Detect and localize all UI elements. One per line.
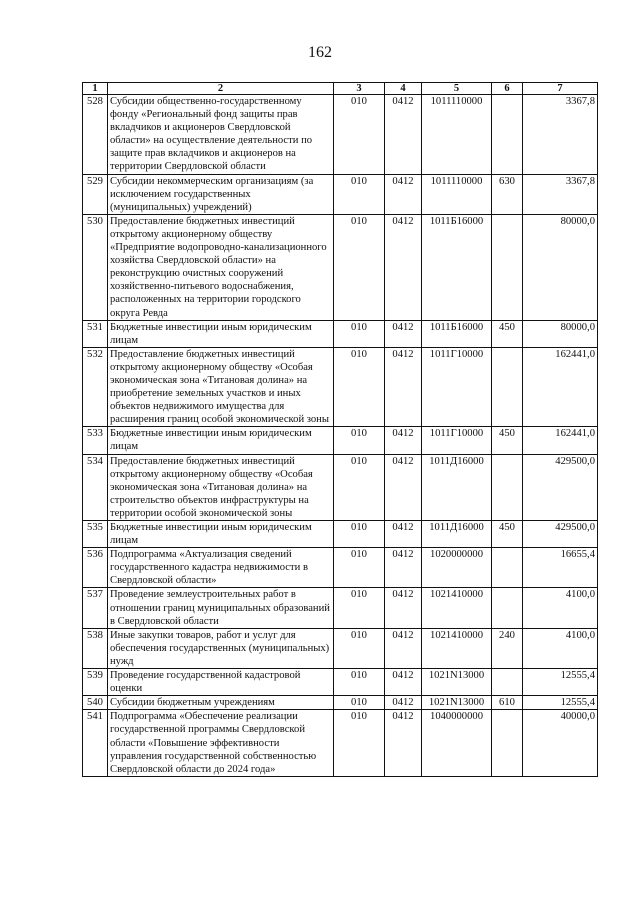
row-amount: 12555,4 (523, 696, 598, 710)
row-col-4: 0412 (385, 548, 422, 588)
row-col-5: 1040000000 (422, 710, 492, 776)
row-col-6 (492, 588, 523, 628)
row-amount: 162441,0 (523, 347, 598, 427)
row-col-3: 010 (334, 95, 385, 175)
table-row (83, 214, 598, 320)
table-header-row (83, 83, 598, 95)
row-col-6 (492, 347, 523, 427)
row-col-5: 1011Б16000 (422, 320, 492, 347)
row-name: Подпрограмма «Актуализация сведений государственного кадастра недвижимости в Свердловской области» (108, 548, 334, 588)
table-row (83, 588, 598, 628)
table-row (83, 95, 598, 175)
row-amount: 12555,4 (523, 669, 598, 696)
row-col-4: 0412 (385, 174, 422, 214)
table-row (83, 696, 598, 710)
row-col-5: 1011Г10000 (422, 427, 492, 454)
row-col-4: 0412 (385, 95, 422, 175)
row-name: Проведение государственной кадастровой оценки (108, 669, 334, 696)
row-name: Предоставление бюджетных инвестиций открытому акционерному обществу «Предприятие водопроводно-канализационного хозяйства Свердловской области» на реконструкцию очистных сооружений хозяйственно-питьевого водоснабжения, расположенных на территории городского округа Ревда (108, 214, 334, 320)
row-number: 537 (83, 588, 108, 628)
header-col-7: 7 (523, 83, 598, 95)
row-amount: 4100,0 (523, 628, 598, 668)
row-col-5: 1011Б16000 (422, 214, 492, 320)
row-col-5: 1011110000 (422, 174, 492, 214)
row-col-5: 1021410000 (422, 628, 492, 668)
row-number: 539 (83, 669, 108, 696)
row-col-6 (492, 454, 523, 520)
row-name: Подпрограмма «Обеспечение реализации государственной программы Свердловской области «Повышение эффективности управления государственной собственностью Свердловской области до 2024 года» (108, 710, 334, 776)
row-amount: 3367,8 (523, 174, 598, 214)
row-name: Предоставление бюджетных инвестиций открытому акционерному обществу «Особая экономическая зона «Титановая долина» на приобретение земельных участков и иных объектов недвижимого имущества для расширения границ особой экономической зоны (108, 347, 334, 427)
row-number: 532 (83, 347, 108, 427)
table-row (83, 174, 598, 214)
row-amount: 429500,0 (523, 521, 598, 548)
row-col-3: 010 (334, 427, 385, 454)
row-col-4: 0412 (385, 521, 422, 548)
row-col-3: 010 (334, 628, 385, 668)
row-col-4: 0412 (385, 588, 422, 628)
table-row (83, 347, 598, 427)
row-amount: 429500,0 (523, 454, 598, 520)
row-col-3: 010 (334, 669, 385, 696)
row-col-6 (492, 710, 523, 776)
row-col-4: 0412 (385, 320, 422, 347)
row-col-5: 1020000000 (422, 548, 492, 588)
row-col-4: 0412 (385, 669, 422, 696)
row-col-6 (492, 669, 523, 696)
row-name: Проведение землеустроительных работ в отношении границ муниципальных образований в Свердловской области (108, 588, 334, 628)
row-col-5: 1021N13000 (422, 669, 492, 696)
row-col-5: 1011Г10000 (422, 347, 492, 427)
row-col-4: 0412 (385, 710, 422, 776)
row-number: 533 (83, 427, 108, 454)
row-col-6: 450 (492, 521, 523, 548)
table-row (83, 427, 598, 454)
row-col-6 (492, 95, 523, 175)
header-col-3: 3 (334, 83, 385, 95)
row-number: 535 (83, 521, 108, 548)
table-row (83, 628, 598, 668)
row-number: 530 (83, 214, 108, 320)
header-col-2: 2 (108, 83, 334, 95)
header-col-5: 5 (422, 83, 492, 95)
row-col-6: 630 (492, 174, 523, 214)
row-col-3: 010 (334, 696, 385, 710)
budget-table (82, 82, 598, 777)
row-col-5: 1021410000 (422, 588, 492, 628)
row-col-6 (492, 548, 523, 588)
row-col-3: 010 (334, 174, 385, 214)
row-number: 528 (83, 95, 108, 175)
row-number: 538 (83, 628, 108, 668)
row-col-4: 0412 (385, 427, 422, 454)
table-row (83, 669, 598, 696)
row-col-5: 1011Д16000 (422, 454, 492, 520)
row-amount: 16655,4 (523, 548, 598, 588)
row-amount: 80000,0 (523, 214, 598, 320)
row-col-3: 010 (334, 521, 385, 548)
page-number: 162 (308, 44, 332, 61)
row-col-3: 010 (334, 710, 385, 776)
row-col-4: 0412 (385, 696, 422, 710)
row-col-4: 0412 (385, 628, 422, 668)
row-amount: 162441,0 (523, 427, 598, 454)
row-name: Бюджетные инвестиции иным юридическим лицам (108, 427, 334, 454)
row-name: Бюджетные инвестиции иным юридическим лицам (108, 320, 334, 347)
header-col-6: 6 (492, 83, 523, 95)
row-name: Бюджетные инвестиции иным юридическим лицам (108, 521, 334, 548)
row-col-6: 450 (492, 427, 523, 454)
row-col-5: 1011Д16000 (422, 521, 492, 548)
row-col-3: 010 (334, 588, 385, 628)
header-col-1: 1 (83, 83, 108, 95)
header-col-4: 4 (385, 83, 422, 95)
row-col-3: 010 (334, 454, 385, 520)
row-name: Иные закупки товаров, работ и услуг для обеспечения государственных (муниципальных) нужд (108, 628, 334, 668)
row-col-5: 1011110000 (422, 95, 492, 175)
table-row (83, 548, 598, 588)
row-number: 529 (83, 174, 108, 214)
row-col-6: 610 (492, 696, 523, 710)
row-col-6: 240 (492, 628, 523, 668)
table-row (83, 454, 598, 520)
row-col-3: 010 (334, 214, 385, 320)
row-col-4: 0412 (385, 214, 422, 320)
row-number: 541 (83, 710, 108, 776)
row-col-5: 1021N13000 (422, 696, 492, 710)
table-row (83, 710, 598, 776)
row-name: Субсидии бюджетным учреждениям (108, 696, 334, 710)
row-number: 540 (83, 696, 108, 710)
row-number: 534 (83, 454, 108, 520)
row-col-3: 010 (334, 347, 385, 427)
row-col-6 (492, 214, 523, 320)
table-row (83, 521, 598, 548)
row-name: Субсидии некоммерческим организациям (за исключением государственных (муниципальных) учреждений) (108, 174, 334, 214)
table-row (83, 320, 598, 347)
row-col-3: 010 (334, 320, 385, 347)
row-col-3: 010 (334, 548, 385, 588)
row-col-6: 450 (492, 320, 523, 347)
row-col-4: 0412 (385, 347, 422, 427)
row-amount: 4100,0 (523, 588, 598, 628)
row-number: 531 (83, 320, 108, 347)
row-col-4: 0412 (385, 454, 422, 520)
row-amount: 40000,0 (523, 710, 598, 776)
row-amount: 3367,8 (523, 95, 598, 175)
row-amount: 80000,0 (523, 320, 598, 347)
row-name: Субсидии общественно-государственному фонду «Региональный фонд защиты прав вкладчиков и акционеров Свердловской области» на осуществление деятельности по защите прав вкладчиков и акционеров на территории Свердловской области (108, 95, 334, 175)
row-number: 536 (83, 548, 108, 588)
row-name: Предоставление бюджетных инвестиций открытому акционерному обществу «Особая экономическая зона «Титановая долина» на строительство объектов инфраструктуры на территории особой экономической зоны (108, 454, 334, 520)
